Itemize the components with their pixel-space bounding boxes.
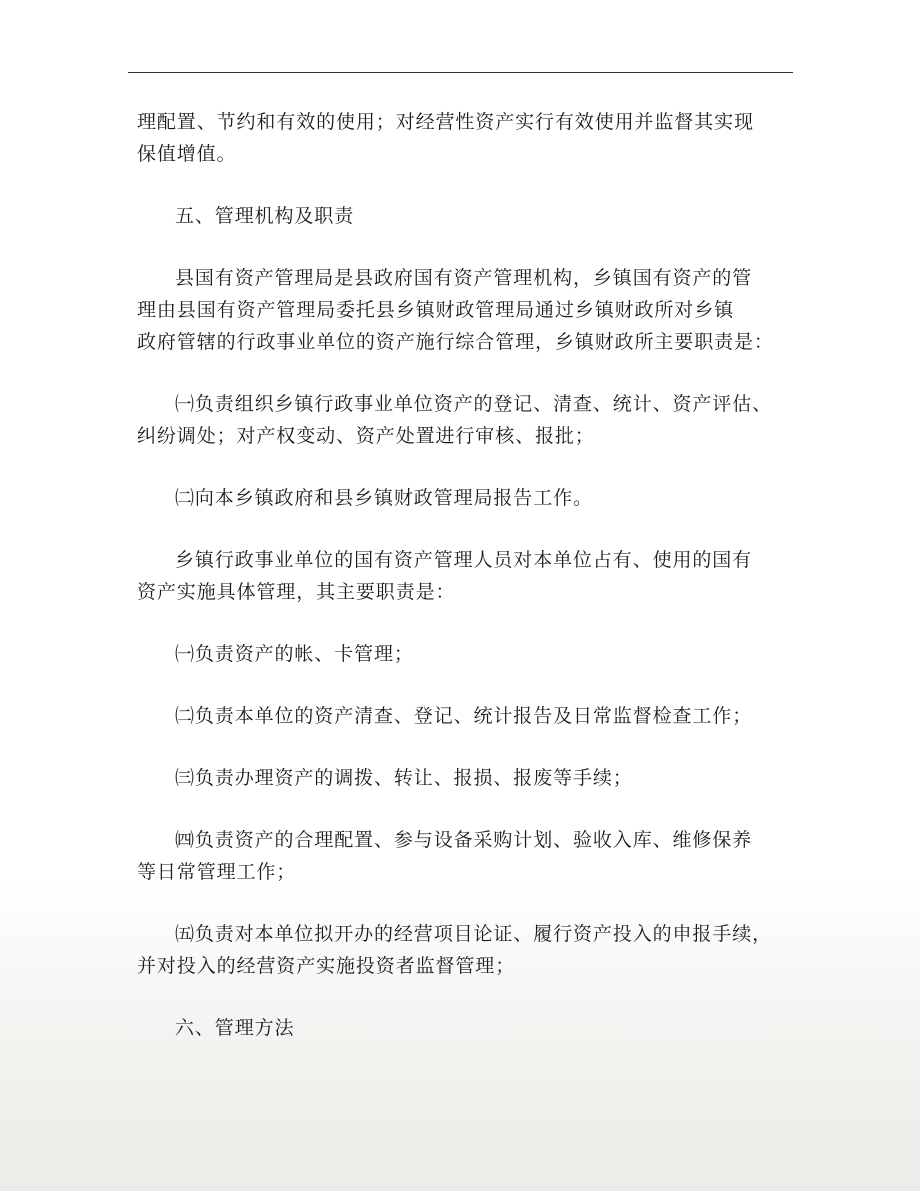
text-line: ㈠负责资产的帐、卡管理； bbox=[175, 643, 414, 665]
text-line: 政府管辖的行政事业单位的资产施行综合管理，乡镇财政所主要职责是： bbox=[137, 331, 774, 353]
section-heading-5: 五、管理机构及职责 bbox=[175, 205, 355, 227]
text-line: 并对投入的经营资产实施投资者监督管理； bbox=[137, 955, 516, 977]
text-line: 理由县国有资产管理局委托县乡镇财政管理局通过乡镇财政所对乡镇 bbox=[137, 299, 735, 321]
paragraph-duty-2 bbox=[137, 482, 787, 514]
paragraph-unit-duty-2 bbox=[137, 700, 787, 732]
header-rule bbox=[128, 72, 793, 73]
text-line: 资产实施具体管理，其主要职责是： bbox=[137, 581, 456, 603]
paragraph-unit-duty-3 bbox=[137, 762, 787, 794]
document-body bbox=[137, 106, 787, 1074]
text-line: 乡镇行政事业单位的国有资产管理人员对本单位占有、使用的国有 bbox=[175, 549, 753, 571]
text-line: 等日常管理工作； bbox=[137, 861, 297, 883]
paragraph-duty-1 bbox=[137, 388, 787, 452]
section-heading-6: 六、管理方法 bbox=[175, 1017, 295, 1039]
text-line: 县国有资产管理局是县政府国有资产管理机构，乡镇国有资产的管 bbox=[175, 267, 753, 289]
paragraph-unit-managers bbox=[137, 544, 787, 608]
paragraph-unit-duty-1 bbox=[137, 638, 787, 670]
text-line: ㈠负责组织乡镇行政事业单位资产的登记、清查、统计、资产评估、 bbox=[175, 393, 773, 415]
paragraph-county-bureau bbox=[137, 262, 787, 358]
text-line: ㈣负责资产的合理配置、参与设备采购计划、验收入库、维修保养 bbox=[175, 829, 753, 851]
text-line: ㈤负责对本单位拟开办的经营项目论证、履行资产投入的申报手续， bbox=[175, 923, 773, 945]
paragraph-asset-allocation bbox=[137, 106, 787, 170]
text-line: 保值增值。 bbox=[137, 143, 237, 165]
text-line: ㈢负责办理资产的调拨、转让、报损、报废等手续； bbox=[175, 767, 633, 789]
text-line: 纠纷调处；对产权变动、资产处置进行审核、报批； bbox=[137, 425, 595, 447]
paragraph-unit-duty-5 bbox=[137, 918, 787, 982]
text-line: ㈡向本乡镇政府和县乡镇财政管理局报告工作。 bbox=[175, 487, 593, 509]
paragraph-unit-duty-4 bbox=[137, 824, 787, 888]
text-line: ㈡负责本单位的资产清查、登记、统计报告及日常监督检查工作； bbox=[175, 705, 753, 727]
text-line: 理配置、节约和有效的使用；对经营性资产实行有效使用并监督其实现 bbox=[137, 111, 754, 133]
